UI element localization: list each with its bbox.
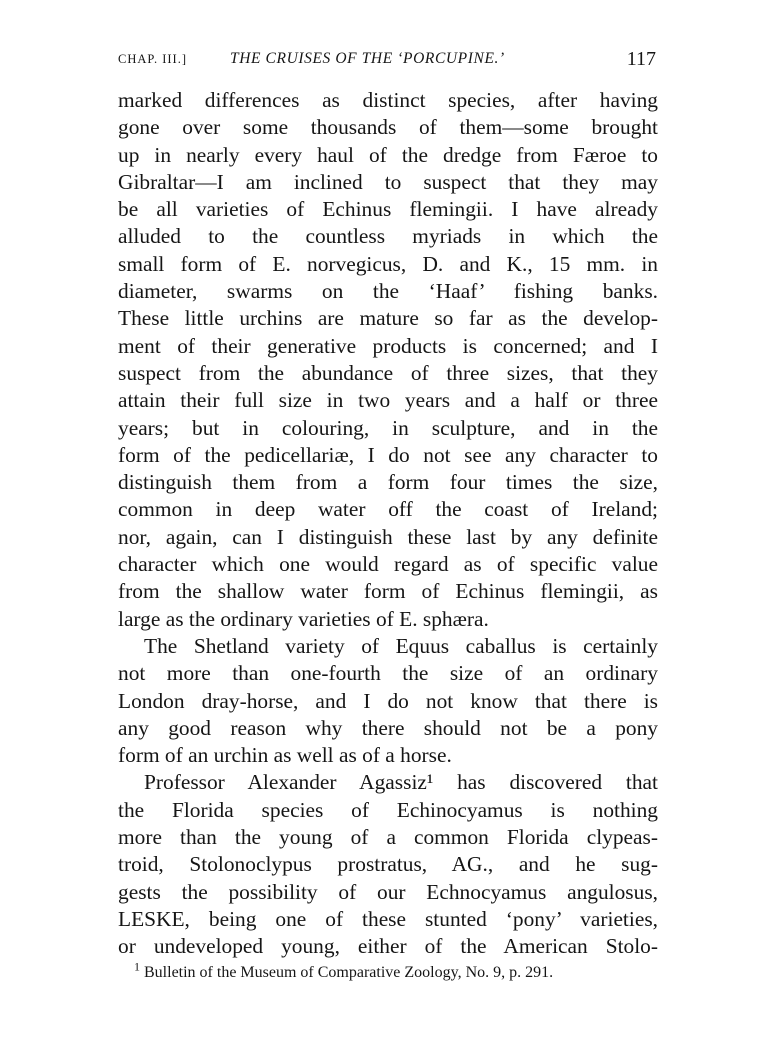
- page-number: 117: [626, 48, 656, 70]
- footnote-marker: 1: [134, 959, 140, 974]
- text-line: suspect from the abundance of three sizes, that they: [118, 360, 658, 385]
- chapter-label: CHAP. III.]: [118, 52, 187, 66]
- text-line: or undeveloped young, either of the American Stolo-: [118, 934, 658, 959]
- running-head: [118, 48, 658, 74]
- text-line: alluded to the countless myriads in which the: [118, 224, 658, 249]
- text-line: London dray-horse, and I do not know that there is: [118, 688, 658, 713]
- text-line: These little urchins are mature so far as the develop-: [118, 306, 658, 331]
- text-line: form of the pedicellariæ, I do not see any character to: [118, 442, 658, 467]
- text-line: Professor Alexander Agassiz¹ has discovered that: [144, 770, 658, 795]
- text-line: troid, Stolonoclypus prostratus, AG., and he sug-: [118, 852, 658, 877]
- text-line: gone over some thousands of them—some brought: [118, 115, 658, 140]
- text-line: form of an urchin as well as of a horse.: [118, 743, 452, 768]
- running-title: THE CRUISES OF THE ‘PORCUPINE.’: [230, 50, 505, 67]
- text-line: not more than one-fourth the size of an ordinary: [118, 661, 658, 686]
- text-line: any good reason why there should not be a pony: [118, 715, 658, 740]
- text-line: marked differences as distinct species, after having: [118, 88, 658, 112]
- body-text: [118, 87, 658, 961]
- text-line: common in deep water off the coast of Ireland;: [118, 497, 658, 522]
- text-line: character which one would regard as of specific value: [118, 552, 658, 577]
- text-line: from the shallow water form of Echinus flemingii, as: [118, 579, 658, 604]
- footnote-text: Bulletin of the Museum of Comparative Zoology, No. 9, p. 291.: [144, 964, 554, 981]
- text-line: be all varieties of Echinus flemingii. I have already: [118, 197, 658, 222]
- text-line: the Florida species of Echinocyamus is nothing: [118, 797, 658, 822]
- text-line: gests the possibility of our Echnocyamus angulosus,: [118, 879, 658, 904]
- text-line: distinguish them from a form four times the size,: [118, 470, 658, 495]
- text-line: up in nearly every haul of the dredge from Færoe to: [118, 142, 658, 167]
- text-line: LESKE, being one of these stunted ‘pony’ varieties,: [118, 906, 658, 931]
- footnote: [134, 959, 654, 982]
- text-line: more than the young of a common Florida clypeas-: [118, 825, 658, 850]
- text-line: The Shetland variety of Equus caballus is certainly: [144, 633, 658, 658]
- text-line: Gibraltar—I am inclined to suspect that they may: [118, 169, 658, 194]
- text-line: diameter, swarms on the ‘Haaf’ fishing banks.: [118, 279, 658, 304]
- text-line: years; but in colouring, in sculpture, and in the: [118, 415, 658, 440]
- text-line: small form of E. norvegicus, D. and K., 15 mm. in: [118, 251, 658, 276]
- text-line: large as the ordinary varieties of E. sphæra.: [118, 606, 489, 631]
- text-line: attain their full size in two years and a half or three: [118, 388, 658, 413]
- text-line: nor, again, can I distinguish these last by any definite: [118, 524, 658, 549]
- text-line: ment of their generative products is concerned; and I: [118, 333, 658, 358]
